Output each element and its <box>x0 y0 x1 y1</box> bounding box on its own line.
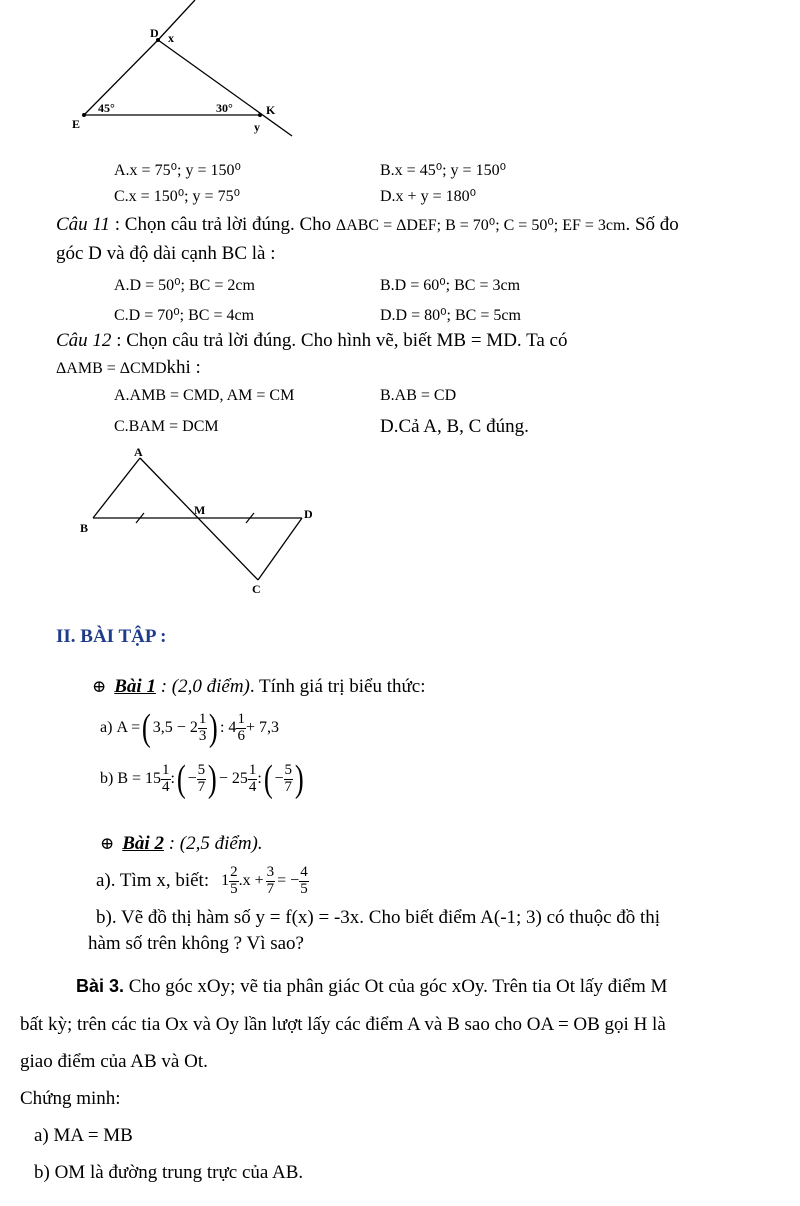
label-y: y <box>254 120 260 134</box>
bai1-expr-b: b) B = 15 $\frac{1}{4}$ : ( − $\frac{5}{7}$ ) − 25 $\frac{1}{4}$ : ( − $\frac{5}{7}$ ) <box>100 758 304 800</box>
q11-text: : Chọn câu trả lời đúng. Cho <box>110 214 336 235</box>
q11-option-c: C.D = 70⁰; BC = 4cm <box>114 307 255 324</box>
label-c: C <box>252 582 261 596</box>
bai2-a <box>96 858 309 904</box>
line-ed <box>84 40 158 115</box>
label-d: D <box>150 26 159 40</box>
point-k <box>258 113 262 117</box>
q12-line2 <box>56 357 201 379</box>
bai3-line2: bất kỳ; trên các tia Ox và Oy lần lượt lấy các điểm A và B sao cho OA = OB gọi H là <box>20 1014 666 1035</box>
q12-text: : Chọn câu trả lời đúng. Cho hình vẽ, biết MB = MD. Ta có <box>111 330 568 351</box>
q11-math: ΔABC = ΔDEF; B = 70⁰; C = 50⁰; EF = 3cm <box>335 217 626 234</box>
q11-text-after: . Số đo <box>625 214 679 235</box>
bai3-prove: Chứng minh: <box>20 1088 121 1109</box>
bai1-expr-a: a) A = ( 3,5 − 2 $\frac{1}{3}$ ) : 4 $\frac{1}{6}$ + 7,3 <box>100 707 279 749</box>
q11-option-b: B.D = 60⁰; BC = 3cm <box>380 277 521 294</box>
bullet-icon: ⊕ <box>92 677 107 696</box>
label-angle-k: 30° <box>216 101 233 115</box>
q12-math: ΔAMB = ΔCMD <box>56 360 167 377</box>
bullet-icon: ⊕ <box>100 834 115 853</box>
label-a: A <box>134 445 143 459</box>
bai1-points: : (2,0 điểm) <box>155 676 250 697</box>
bai1-title: Bài 1 <box>114 676 156 697</box>
figure-triangle-dek <box>60 0 310 140</box>
label-e: E <box>72 117 81 131</box>
bai2-title: Bài 2 <box>122 833 164 854</box>
line-dk <box>158 40 292 136</box>
q11-label: Câu 11 <box>56 214 111 235</box>
bai3-b: b) OM là đường trung trực của AB. <box>34 1162 304 1183</box>
label-d2: D <box>304 507 313 521</box>
bai2-heading <box>100 833 263 855</box>
q12-question <box>56 330 567 352</box>
label-x: x <box>168 31 174 45</box>
bai1-text: . Tính giá trị biểu thức: <box>249 676 426 697</box>
q11-option-a: A.D = 50⁰; BC = 2cm <box>114 277 255 294</box>
q11-question <box>56 214 679 236</box>
q11-line2: góc D và độ dài cạnh BC là : <box>56 243 276 264</box>
q11-option-d: D.D = 80⁰; BC = 5cm <box>380 307 521 324</box>
ray-dx <box>158 0 195 40</box>
q12-line2-text: khi : <box>166 357 201 378</box>
bai3-title: Bài 3. <box>76 976 125 996</box>
q10-option-b: B.x = 45⁰; y = 150⁰ <box>380 162 506 179</box>
bai2-points: : (2,5 điểm). <box>163 833 263 854</box>
line-dc <box>258 518 302 580</box>
line-ac <box>140 458 258 580</box>
bai1-b-prefix: b) <box>100 770 114 787</box>
q10-option-a: A.x = 75⁰; y = 150⁰ <box>114 162 241 179</box>
bai2-b-line1: b). Vẽ đồ thị hàm số y = f(x) = -3x. Cho biết điểm A(-1; 3) có thuộc đồ thị <box>96 907 661 928</box>
q10-option-d: D.x + y = 180⁰ <box>380 188 477 205</box>
bai3-a: a) MA = MB <box>34 1125 133 1146</box>
q12-label: Câu 12 <box>56 330 112 351</box>
q12-option-b: B.AB = CD <box>380 387 457 404</box>
point-e <box>82 113 86 117</box>
bai3-line1-text: Cho góc xOy; vẽ tia phân giác Ot của góc xOy. Trên tia Ot lấy điểm M <box>124 976 668 997</box>
bai1-a-prefix: a) <box>100 719 113 736</box>
bai2-a-text: a). Tìm x, biết: <box>96 870 210 891</box>
label-b: B <box>80 521 89 535</box>
label-k: K <box>266 103 276 117</box>
bai1-heading <box>92 676 426 698</box>
section-title: II. BÀI TẬP : <box>56 626 167 647</box>
q12-option-c: C.BAM = DCM <box>114 418 219 435</box>
q10-option-c: C.x = 150⁰; y = 75⁰ <box>114 188 240 205</box>
label-m: M <box>194 503 206 517</box>
label-angle-e: 45° <box>98 101 115 115</box>
figure-amb-cmd <box>70 440 330 600</box>
q12-option-a: A.AMB = CMD, AM = CM <box>114 387 295 404</box>
bai2-a-expr: 1 $\frac{2}{5}$ .x + $\frac{3}{7}$ = − $\frac{4}{5}$ <box>221 863 308 897</box>
bai2-b-line2: hàm số trên không ? Vì sao? <box>88 933 304 954</box>
q12-option-d: D.Cả A, B, C đúng. <box>380 416 529 437</box>
bai3-line1 <box>76 976 667 998</box>
bai3-line3: giao điểm của AB và Ot. <box>20 1051 208 1072</box>
line-ba <box>93 458 140 518</box>
